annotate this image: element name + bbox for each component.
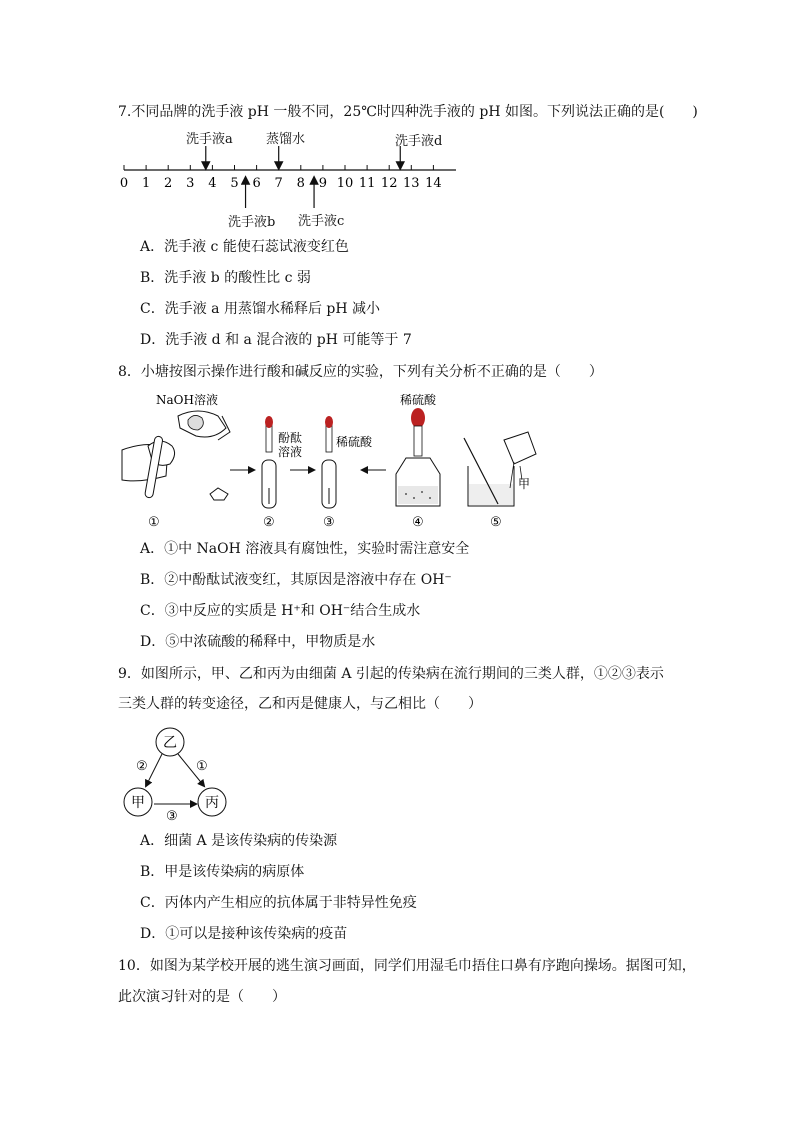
- arrow-yi-to-jia: [146, 754, 162, 786]
- ph-tick-label: 11: [358, 176, 376, 191]
- step2-tube-with-dropper: [262, 416, 276, 508]
- ph-tick-label: 14: [425, 176, 442, 191]
- label-dilute-h2so4: 稀硫酸: [336, 435, 373, 449]
- ph-tick-label: 2: [164, 176, 173, 191]
- path-3-label: ③: [166, 809, 178, 824]
- ph-tick-label: 7: [274, 176, 283, 191]
- step3-tube-with-dropper: [322, 416, 336, 508]
- step1-pouring-illustration: [122, 411, 230, 500]
- q7-option-c: C．洗手液 a 用蒸馏水稀释后 pH 减小: [140, 301, 381, 317]
- step-label-3: ③: [323, 515, 335, 530]
- q7-label-a: 洗手液a: [186, 132, 233, 147]
- step-label-2: ②: [263, 515, 275, 530]
- ph-tick-label: 10: [336, 176, 354, 191]
- q8-experiment-figure: [118, 388, 548, 536]
- ph-ticks: [120, 165, 442, 191]
- ph-tick-label: 13: [403, 176, 420, 191]
- q7-option-a: A．洗手液 c 能使石蕊试液变红色: [140, 239, 349, 255]
- path-1-label: ①: [196, 759, 208, 774]
- label-phenol-1: 酚酞: [278, 431, 303, 445]
- q7-label-d: 洗手液d: [395, 134, 443, 149]
- q9-option-a: A．细菌 A 是该传染病的传染源: [140, 833, 338, 849]
- q7-label-c: 洗手液c: [298, 214, 345, 229]
- node-bing-label: 丙: [205, 795, 219, 811]
- step-label-4: ④: [412, 515, 424, 530]
- label-jia: 甲: [518, 477, 531, 491]
- q7-label-b: 洗手液b: [228, 215, 276, 230]
- q7-option-d: D．洗手液 d 和 a 混合液的 pH 可能等于 7: [140, 332, 412, 348]
- q7-label-water: 蒸馏水: [266, 132, 306, 147]
- q7-ph-scale: [110, 140, 480, 210]
- step-label-1: ①: [148, 515, 160, 530]
- ph-tick-label: 12: [380, 176, 398, 191]
- label-naoh: NaOH溶液: [156, 393, 218, 407]
- ph-tick-label: 9: [318, 176, 328, 191]
- q8-option-d: D．⑤中浓硫酸的稀释中，甲物质是水: [140, 634, 376, 650]
- step-label-5: ⑤: [490, 515, 502, 530]
- q10-stem-line2: 此次演习针对的是（ ）: [118, 989, 286, 1005]
- label-dilute-h2so4-top: 稀硫酸: [400, 393, 437, 407]
- label-phenol-2: 溶液: [278, 445, 303, 459]
- step4-dropper-bottle: [396, 408, 440, 506]
- ph-tick-label: 0: [119, 176, 129, 191]
- ph-tick-label: 4: [208, 176, 217, 191]
- ph-tick-label: 8: [296, 176, 305, 191]
- q9-option-d: D．①可以是接种该传染病的疫苗: [140, 926, 348, 942]
- ph-tick-label: 6: [252, 176, 261, 191]
- q9-option-b: B．甲是该传染病的病原体: [140, 864, 305, 880]
- q8-option-c: C．③中反应的实质是 H⁺和 OH⁻结合生成水: [140, 603, 421, 619]
- step5-dilution-beakers: [464, 432, 536, 506]
- q9-stem-line1: 9．如图所示，甲、乙和丙为由细菌 A 引起的传染病在流行期间的三类人群，①②③表示: [118, 666, 664, 682]
- q7-stem: 7.不同品牌的洗手液 pH 一般不同，25℃时四种洗手液的 pH 如图。下列说法正确的是( ): [118, 104, 698, 120]
- q8-stem: 8．小塘按图示操作进行酸和碱反应的实验，下列有关分析不正确的是（ ）: [118, 364, 603, 380]
- q9-transition-diagram: [118, 724, 248, 824]
- q8-option-a: A．①中 NaOH 溶液具有腐蚀性，实验时需注意安全: [140, 541, 470, 557]
- ph-tick-label: 1: [141, 176, 151, 191]
- node-jia-label: 甲: [131, 795, 145, 811]
- ph-tick-label: 5: [230, 176, 239, 191]
- q10-stem-line1: 10．如图为某学校开展的逃生演习画面，同学们用湿毛巾捂住口鼻有序跑向操场。据图可知，: [118, 958, 696, 974]
- q9-option-c: C．丙体内产生相应的抗体属于非特异性免疫: [140, 895, 417, 911]
- path-2-label: ②: [136, 759, 148, 774]
- ph-tick-label: 3: [186, 176, 195, 191]
- q8-option-b: B．②中酚酞试液变红，其原因是溶液中存在 OH⁻: [140, 572, 452, 588]
- q9-stem-line2: 三类人群的转变途径，乙和丙是健康人，与乙相比（ ）: [118, 696, 482, 712]
- node-yi-label: 乙: [163, 735, 177, 751]
- q7-option-b: B．洗手液 b 的酸性比 c 弱: [140, 270, 311, 286]
